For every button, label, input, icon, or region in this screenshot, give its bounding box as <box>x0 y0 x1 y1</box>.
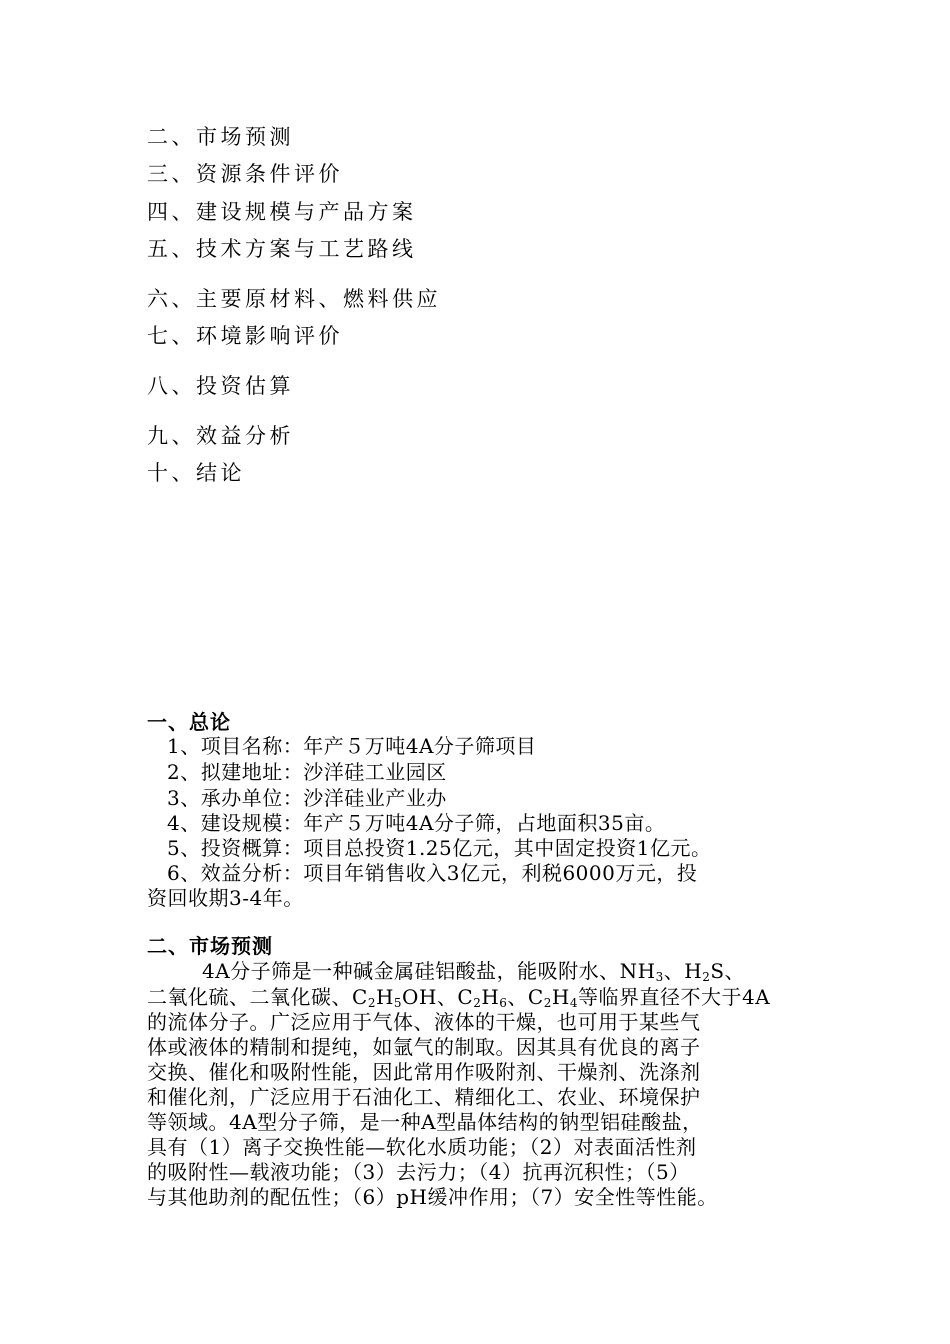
market-paragraph-line: 交换、催化和吸附性能，因此常用作吸附剂、干燥剂、洗涤剂 <box>147 1060 701 1084</box>
toc-item: 四、建设规模与产品方案 <box>147 200 417 224</box>
market-paragraph-line: 的流体分子。广泛应用于气体、液体的干燥，也可用于某些气 <box>147 1010 701 1034</box>
market-paragraph-line: 二氧化硫、二氧化碳、$C_2H_5OH$、$C_2H_6$、$C_2H_4$等临界直径不大于4A <box>147 985 771 1010</box>
overview-item: 2、拟建地址：沙洋硅工业园区 <box>167 760 447 784</box>
toc-item: 十、结论 <box>147 461 245 485</box>
market-paragraph-line: 体或液体的精制和提纯，如氩气的制取。因其具有优良的离子 <box>147 1035 701 1059</box>
overview-item: 1、项目名称：年产５万吨4A分子筛项目 <box>167 734 537 758</box>
toc-item: 三、资源条件评价 <box>147 162 343 186</box>
toc-item: 六、主要原材料、燃料供应 <box>147 287 441 311</box>
market-paragraph-line: 具有（1）离子交换性能—软化水质功能；（2）对表面活性剂 <box>147 1135 697 1159</box>
market-paragraph-line: 的吸附性—载液功能；（3）去污力；（4）抗再沉积性；（5） <box>147 1160 690 1184</box>
section-heading-overview: 一、总论 <box>147 710 231 734</box>
overview-item: 资回收期3-4年。 <box>147 886 304 910</box>
toc-item: 八、投资估算 <box>147 374 294 398</box>
overview-item: 4、建设规模：年产５万吨4A分子筛，占地面积35亩。 <box>167 811 666 835</box>
market-paragraph-line: 4A分子筛是一种碱金属硅铝酸盐，能吸附水、$NH_3$、$H_2S$、 <box>202 959 746 984</box>
toc-item: 七、环境影响评价 <box>147 324 343 348</box>
market-paragraph-line: 和催化剂，广泛应用于石油化工、精细化工、农业、环境保护 <box>147 1085 701 1109</box>
market-paragraph-line: 等领域。4A型分子筛，是一种A型晶体结构的钠型铝硅酸盐， <box>147 1110 703 1134</box>
toc-item: 五、技术方案与工艺路线 <box>147 237 417 261</box>
overview-item: 6、效益分析：项目年销售收入3亿元，利税6000万元，投 <box>167 861 698 885</box>
toc-item: 二、市场预测 <box>147 125 294 149</box>
overview-item: 3、承办单位：沙洋硅业产业办 <box>167 786 447 810</box>
market-paragraph-line: 与其他助剂的配伍性；（6）pH缓冲作用；（7）安全性等性能。 <box>147 1185 718 1209</box>
section-heading-market: 二、市场预测 <box>147 934 273 958</box>
overview-item: 5、投资概算：项目总投资1.25亿元，其中固定投资1亿元。 <box>167 836 712 860</box>
toc-item: 九、效益分析 <box>147 424 294 448</box>
